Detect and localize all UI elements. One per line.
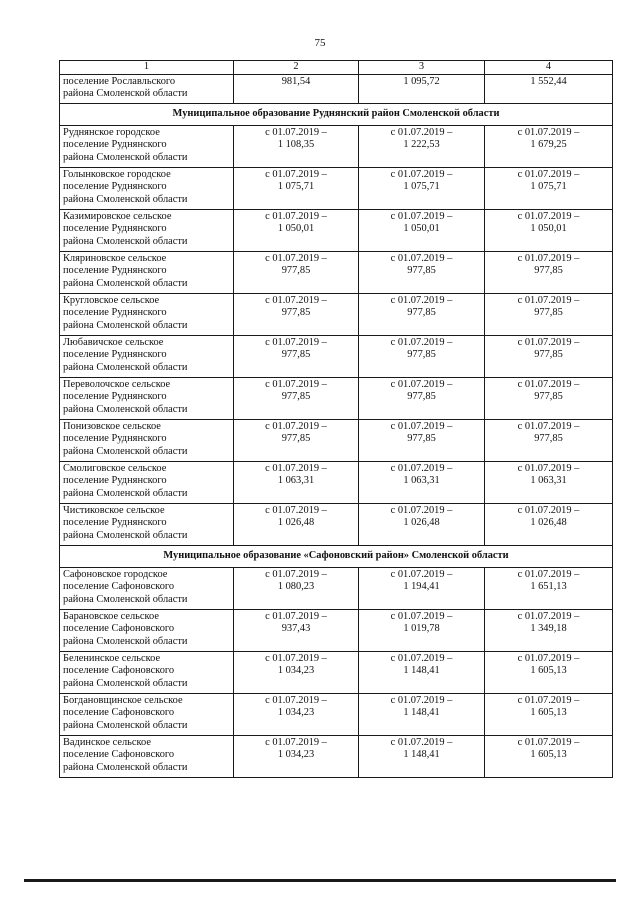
cell-text: 981,54 xyxy=(281,75,311,87)
cell-text: с 01.07.2019 – xyxy=(390,504,453,516)
cell-text: 977,85 xyxy=(534,391,563,402)
value-cell-col4 xyxy=(485,567,613,609)
settlement-name-cell xyxy=(60,74,234,103)
cell-text: поселение Руднянского xyxy=(63,391,167,402)
table-header-row xyxy=(60,61,613,75)
settlement-name-cell xyxy=(60,209,234,251)
value-cell-col3 xyxy=(359,125,485,167)
table-row xyxy=(60,609,613,651)
cell-text: 977,85 xyxy=(407,307,436,318)
value-cell-col2 xyxy=(234,609,359,651)
cell-text: 1 080,23 xyxy=(277,581,315,592)
cell-text: Богдановщинское сельское xyxy=(63,694,183,706)
cell-text: с 01.07.2019 – xyxy=(390,210,453,222)
value-cell-col3 xyxy=(359,74,485,103)
cell-text: поселение Руднянского xyxy=(63,433,167,444)
section-header-row xyxy=(60,103,613,125)
value-cell-col2 xyxy=(234,419,359,461)
cell-text: 1 679,25 xyxy=(530,139,567,150)
table-row xyxy=(60,693,613,735)
cell-text: с 01.07.2019 – xyxy=(517,294,580,306)
cell-text: 1 075,71 xyxy=(403,181,440,192)
cell-text: района Смоленской области xyxy=(63,361,188,373)
cell-text: 1 605,13 xyxy=(530,749,567,760)
cell-text: 1 026,48 xyxy=(403,517,440,528)
column-header-3: 3 xyxy=(359,61,485,75)
tariff-table xyxy=(59,60,613,778)
cell-text: Вадинское сельское xyxy=(63,736,151,748)
value-cell-col3 xyxy=(359,377,485,419)
cell-text: с 01.07.2019 – xyxy=(265,652,327,664)
cell-text: с 01.07.2019 – xyxy=(390,378,453,390)
value-cell-col2 xyxy=(234,74,359,103)
value-cell-col2 xyxy=(234,209,359,251)
cell-text: с 01.07.2019 – xyxy=(517,168,580,180)
cell-text: с 01.07.2019 – xyxy=(265,210,327,222)
cell-text: с 01.07.2019 – xyxy=(517,504,580,516)
cell-text: 1 349,18 xyxy=(530,623,567,634)
cell-text: поселение Руднянского xyxy=(63,517,167,528)
cell-text: с 01.07.2019 – xyxy=(390,126,453,138)
cell-text: с 01.07.2019 – xyxy=(517,126,580,138)
cell-text: 977,85 xyxy=(407,433,436,444)
cell-text: с 01.07.2019 – xyxy=(390,420,453,432)
value-cell-col2 xyxy=(234,651,359,693)
cell-text: 977,85 xyxy=(407,391,436,402)
settlement-name-cell xyxy=(60,461,234,503)
value-cell-col2 xyxy=(234,251,359,293)
table-row xyxy=(60,461,613,503)
column-header-1: 1 xyxy=(60,61,234,75)
settlement-name-cell xyxy=(60,335,234,377)
value-cell-col2 xyxy=(234,693,359,735)
cell-text: поселение Сафоновского xyxy=(63,665,175,676)
settlement-name-cell xyxy=(60,167,234,209)
value-cell-col3 xyxy=(359,567,485,609)
cell-text: 1 651,13 xyxy=(530,581,567,592)
table-row xyxy=(60,293,613,335)
value-cell-col4 xyxy=(485,461,613,503)
cell-text: 1 075,71 xyxy=(277,181,315,192)
cell-text: Кляриновское сельское xyxy=(63,252,167,264)
cell-text: 977,85 xyxy=(534,307,563,318)
cell-text: поселение Руднянского xyxy=(63,307,167,318)
column-header-2: 2 xyxy=(234,61,359,75)
cell-text: с 01.07.2019 – xyxy=(390,568,453,580)
cell-text: с 01.07.2019 – xyxy=(265,420,327,432)
cell-text: с 01.07.2019 – xyxy=(390,252,453,264)
value-cell-col3 xyxy=(359,209,485,251)
value-cell-col4 xyxy=(485,125,613,167)
cell-text: района Смоленской области xyxy=(63,529,188,541)
cell-text: поселение Руднянского xyxy=(63,181,167,192)
cell-text: Смолиговское сельское xyxy=(63,462,167,474)
cell-text: поселение Руднянского xyxy=(63,139,167,150)
cell-text: поселение Сафоновского xyxy=(63,623,175,634)
cell-text: с 01.07.2019 – xyxy=(390,168,453,180)
cell-text: с 01.07.2019 – xyxy=(517,210,580,222)
value-cell-col3 xyxy=(359,609,485,651)
cell-text: района Смоленской области xyxy=(63,677,188,689)
value-cell-col3 xyxy=(359,651,485,693)
cell-text: Беленинское сельское xyxy=(63,652,161,664)
value-cell-col3 xyxy=(359,419,485,461)
cell-text: с 01.07.2019 – xyxy=(265,504,327,516)
value-cell-col4 xyxy=(485,651,613,693)
settlement-name-cell xyxy=(60,693,234,735)
cell-text: района Смоленской области xyxy=(63,235,188,247)
table-row xyxy=(60,251,613,293)
cell-text: с 01.07.2019 – xyxy=(517,652,580,664)
settlement-name-cell xyxy=(60,377,234,419)
cell-text: района Смоленской области xyxy=(63,761,188,773)
cell-text: Казимировское сельское xyxy=(63,210,172,222)
cell-text: 977,85 xyxy=(534,265,563,276)
cell-text: с 01.07.2019 – xyxy=(265,294,327,306)
value-cell-col2 xyxy=(234,567,359,609)
cell-text: 977,85 xyxy=(281,265,311,276)
table-row xyxy=(60,735,613,777)
cell-text: с 01.07.2019 – xyxy=(265,736,327,748)
value-cell-col3 xyxy=(359,503,485,545)
cell-text: с 01.07.2019 – xyxy=(517,252,580,264)
section-header-row xyxy=(60,545,613,567)
cell-text: 1 222,53 xyxy=(403,139,440,150)
cell-text: Сафоновское городское xyxy=(63,568,168,580)
value-cell-col4 xyxy=(485,251,613,293)
cell-text: поселение Руднянского xyxy=(63,349,167,360)
table-row xyxy=(60,567,613,609)
value-cell-col3 xyxy=(359,167,485,209)
cell-text: района Смоленской области xyxy=(63,151,188,163)
cell-text: поселение Руднянского xyxy=(63,223,167,234)
value-cell-col3 xyxy=(359,693,485,735)
cell-text: с 01.07.2019 – xyxy=(517,568,580,580)
cell-text: района Смоленской области xyxy=(63,319,188,331)
value-cell-col2 xyxy=(234,125,359,167)
cell-text: поселение Сафоновского xyxy=(63,581,175,592)
cell-text: поселение Руднянского xyxy=(63,265,167,276)
cell-text: поселение Руднянского xyxy=(63,475,167,486)
cell-text: 977,85 xyxy=(407,349,436,360)
cell-text: с 01.07.2019 – xyxy=(390,294,453,306)
settlement-name-cell xyxy=(60,503,234,545)
value-cell-col2 xyxy=(234,335,359,377)
table-row xyxy=(60,209,613,251)
value-cell-col4 xyxy=(485,503,613,545)
cell-text: 977,85 xyxy=(534,433,563,444)
cell-text: с 01.07.2019 – xyxy=(390,694,453,706)
cell-text: поселение Сафоновского xyxy=(63,749,175,760)
table-row xyxy=(60,651,613,693)
cell-text: с 01.07.2019 – xyxy=(517,336,580,348)
cell-text: с 01.07.2019 – xyxy=(390,610,453,622)
value-cell-col3 xyxy=(359,251,485,293)
cell-text: 1 050,01 xyxy=(530,223,567,234)
settlement-name-cell xyxy=(60,567,234,609)
column-header-4: 4 xyxy=(485,61,613,75)
cell-text: поселение Рославльского xyxy=(63,75,176,87)
settlement-name-cell xyxy=(60,609,234,651)
value-cell-col4 xyxy=(485,167,613,209)
cell-text: района Смоленской области xyxy=(63,635,188,647)
cell-text: Понизовское сельское xyxy=(63,420,161,432)
value-cell-col4 xyxy=(485,693,613,735)
cell-text: 1 050,01 xyxy=(403,223,440,234)
cell-text: 937,43 xyxy=(281,623,311,634)
cell-text: с 01.07.2019 – xyxy=(517,736,580,748)
value-cell-col4 xyxy=(485,293,613,335)
cell-text: района Смоленской области xyxy=(63,88,188,99)
value-cell-col2 xyxy=(234,293,359,335)
cell-text: 1 034,23 xyxy=(277,707,315,718)
bottom-rule xyxy=(24,879,616,882)
cell-text: 1 148,41 xyxy=(403,665,440,676)
cell-text: с 01.07.2019 – xyxy=(517,610,580,622)
cell-text: района Смоленской области xyxy=(63,487,188,499)
value-cell-col3 xyxy=(359,293,485,335)
cell-text: 1 075,71 xyxy=(530,181,567,192)
cell-text: с 01.07.2019 – xyxy=(390,462,453,474)
cell-text: района Смоленской области xyxy=(63,403,188,415)
value-cell-col2 xyxy=(234,167,359,209)
cell-text: района Смоленской области xyxy=(63,445,188,457)
value-cell-col4 xyxy=(485,419,613,461)
settlement-name-cell xyxy=(60,293,234,335)
section-title: Муниципальное образование Руднянский район Смоленской области xyxy=(60,103,613,125)
cell-text: 1 063,31 xyxy=(403,475,440,486)
table-row xyxy=(60,503,613,545)
cell-text: 977,85 xyxy=(281,433,311,444)
value-cell-col3 xyxy=(359,335,485,377)
cell-text: с 01.07.2019 – xyxy=(265,168,327,180)
value-cell-col4 xyxy=(485,609,613,651)
table-row xyxy=(60,167,613,209)
cell-text: с 01.07.2019 – xyxy=(517,462,580,474)
cell-text: с 01.07.2019 – xyxy=(517,378,580,390)
table-row xyxy=(60,377,613,419)
cell-text: района Смоленской области xyxy=(63,719,188,731)
cell-text: поселение Сафоновского xyxy=(63,707,175,718)
value-cell-col4 xyxy=(485,209,613,251)
cell-text: с 01.07.2019 – xyxy=(517,694,580,706)
cell-text: 1 605,13 xyxy=(530,665,567,676)
cell-text: с 01.07.2019 – xyxy=(390,736,453,748)
value-cell-col2 xyxy=(234,735,359,777)
cell-text: Голынковское городское xyxy=(63,168,171,180)
cell-text: 977,85 xyxy=(281,307,311,318)
value-cell-col4 xyxy=(485,335,613,377)
cell-text: 1 552,44 xyxy=(530,75,567,87)
cell-text: с 01.07.2019 – xyxy=(265,336,327,348)
cell-text: 1 108,35 xyxy=(277,139,315,150)
cell-text: с 01.07.2019 – xyxy=(390,336,453,348)
cell-text: Кругловское сельское xyxy=(63,294,160,306)
value-cell-col2 xyxy=(234,503,359,545)
cell-text: 1 063,31 xyxy=(277,475,315,486)
cell-text: 1 026,48 xyxy=(277,517,315,528)
cell-text: Руднянское городское xyxy=(63,126,160,138)
cell-text: 1 148,41 xyxy=(403,707,440,718)
cell-text: 1 148,41 xyxy=(403,749,440,760)
cell-text: с 01.07.2019 – xyxy=(265,694,327,706)
cell-text: Барановское сельское xyxy=(63,610,159,622)
cell-text: 1 095,72 xyxy=(403,75,440,87)
cell-text: с 01.07.2019 – xyxy=(265,378,327,390)
value-cell-col4 xyxy=(485,735,613,777)
value-cell-col3 xyxy=(359,735,485,777)
cell-text: с 01.07.2019 – xyxy=(265,568,327,580)
cell-text: с 01.07.2019 – xyxy=(265,126,327,138)
table-body xyxy=(60,74,613,777)
cell-text: с 01.07.2019 – xyxy=(517,420,580,432)
value-cell-col4 xyxy=(485,74,613,103)
cell-text: Чистиковское сельское xyxy=(63,504,165,516)
cell-text: Переволочское сельское xyxy=(63,378,171,390)
value-cell-col2 xyxy=(234,461,359,503)
cell-text: 977,85 xyxy=(407,265,436,276)
cell-text: 1 194,41 xyxy=(403,581,440,592)
cell-text: 1 019,78 xyxy=(403,623,440,634)
cell-text: с 01.07.2019 – xyxy=(265,610,327,622)
table-row xyxy=(60,335,613,377)
settlement-name-cell xyxy=(60,419,234,461)
cell-text: 1 026,48 xyxy=(530,517,567,528)
table-row xyxy=(60,419,613,461)
cell-text: Любавичское сельское xyxy=(63,336,164,348)
settlement-name-cell xyxy=(60,125,234,167)
cell-text: 977,85 xyxy=(281,349,311,360)
cell-text: района Смоленской области xyxy=(63,593,188,605)
cell-text: 977,85 xyxy=(281,391,311,402)
cell-text: с 01.07.2019 – xyxy=(265,252,327,264)
settlement-name-cell xyxy=(60,251,234,293)
cell-text: района Смоленской области xyxy=(63,193,188,205)
cell-text: с 01.07.2019 – xyxy=(265,462,327,474)
cell-text: 1 063,31 xyxy=(530,475,567,486)
section-title: Муниципальное образование «Сафоновский район» Смоленской области xyxy=(60,545,613,567)
settlement-name-cell xyxy=(60,651,234,693)
cell-text: 1 034,23 xyxy=(277,665,315,676)
settlement-name-cell xyxy=(60,735,234,777)
cell-text: 1 050,01 xyxy=(277,223,315,234)
value-cell-col3 xyxy=(359,461,485,503)
value-cell-col2 xyxy=(234,377,359,419)
cell-text: района Смоленской области xyxy=(63,277,188,289)
value-cell-col4 xyxy=(485,377,613,419)
cell-text: 1 034,23 xyxy=(277,749,315,760)
table-row xyxy=(60,74,613,103)
page-number: 75 xyxy=(314,37,326,49)
cell-text: 1 605,13 xyxy=(530,707,567,718)
cell-text: 977,85 xyxy=(534,349,563,360)
table-row xyxy=(60,125,613,167)
cell-text: с 01.07.2019 – xyxy=(390,652,453,664)
